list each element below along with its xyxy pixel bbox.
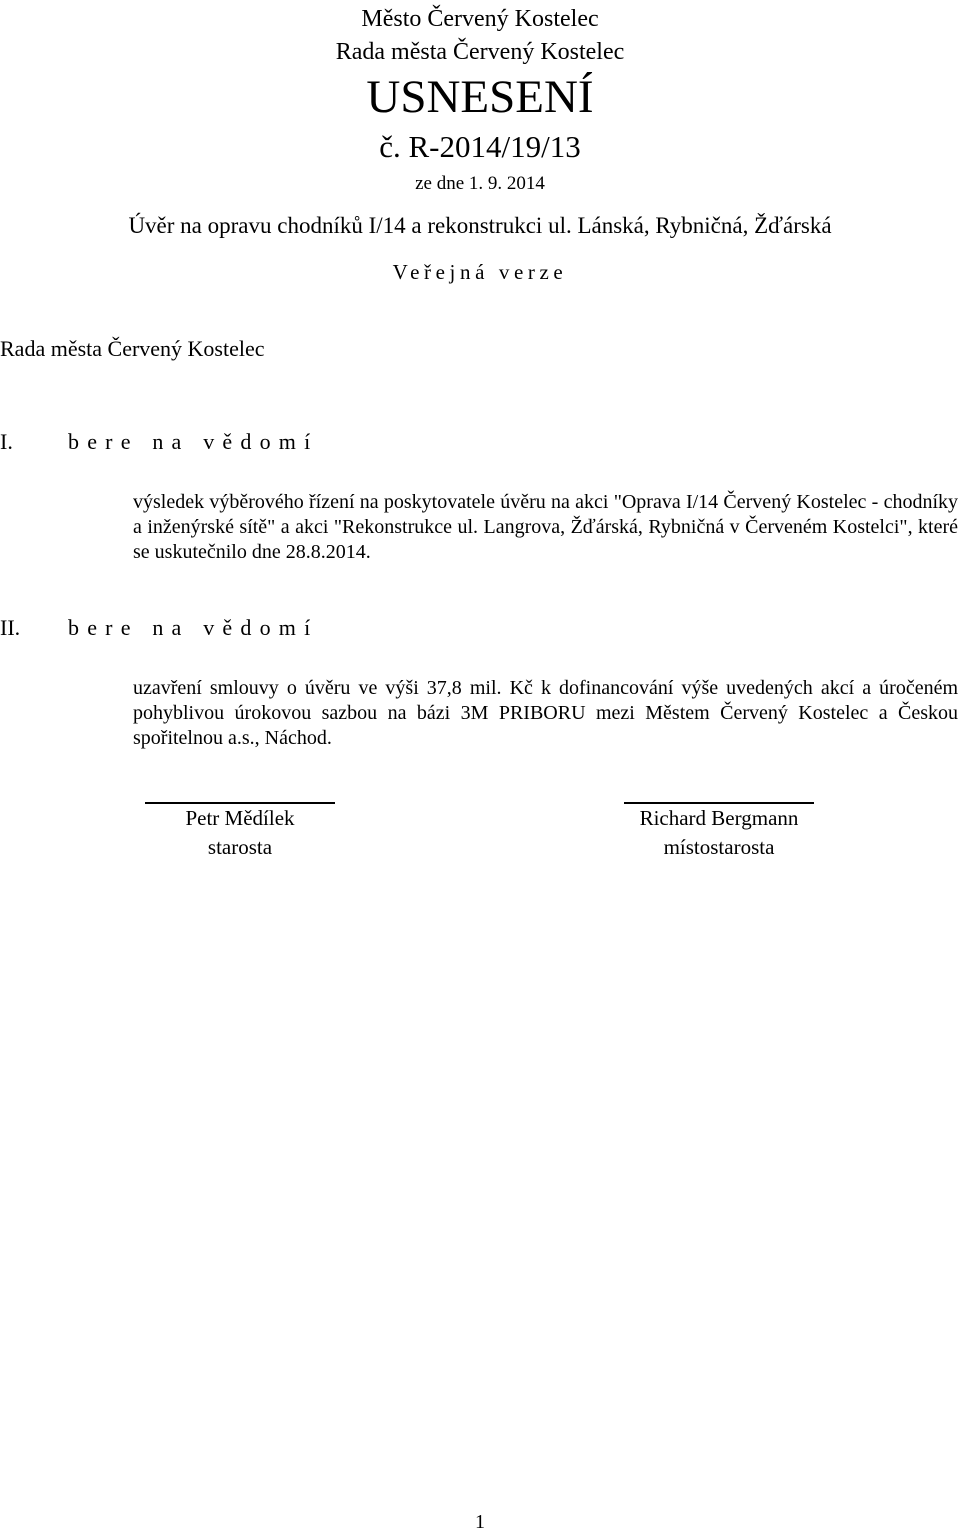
page-number: 1 — [475, 1511, 485, 1533]
section-number: II. — [0, 615, 21, 640]
section-verb: bere na vědomí — [68, 429, 319, 454]
document-type-title: USNESENÍ — [366, 71, 594, 123]
resolution-subject: Úvěr na opravu chodníků I/14 a rekonstrukci ul. Lánská, Rybničná, Žďárská — [128, 213, 832, 238]
signatory-role: starosta — [207, 835, 273, 859]
version-label: Veřejná verze — [392, 260, 568, 284]
resolution-date: ze dne 1. 9. 2014 — [415, 173, 545, 194]
resolution-number: č. R-2014/19/13 — [379, 129, 581, 164]
section-text: uzavření smlouvy o úvěru ve výši 37,8 mil. Kč k dofinancování výše uvedených akcí a úročeném pohyblivou úrokovou sazbou na bázi 3M PRIBORU mezi Městem Červený Kostelec a Českou spořitelnou a.s., Náchod. — [133, 677, 958, 749]
signatory-name: Richard Bergmann — [639, 806, 799, 830]
city-name: Město Červený Kostelec — [361, 6, 599, 32]
signatory-role: místostarosta — [663, 835, 775, 859]
section-number: I. — [0, 429, 13, 454]
section-verb: bere na vědomí — [68, 615, 319, 640]
council-name-header: Rada města Červený Kostelec — [335, 39, 625, 65]
signatory-name: Petr Mědílek — [185, 806, 295, 830]
council-name: Rada města Červený Kostelec — [0, 336, 265, 361]
section-text: výsledek výběrového řízení na poskytovatele úvěru na akci "Oprava I/14 Červený Kostelec - chodníky a inženýrské sítě" a akci "Rekonstrukce ul. Langrova, Žďárská, Rybničná v Červeném Kostelci", které se uskutečnilo dne 28.8.2014. — [133, 491, 958, 563]
